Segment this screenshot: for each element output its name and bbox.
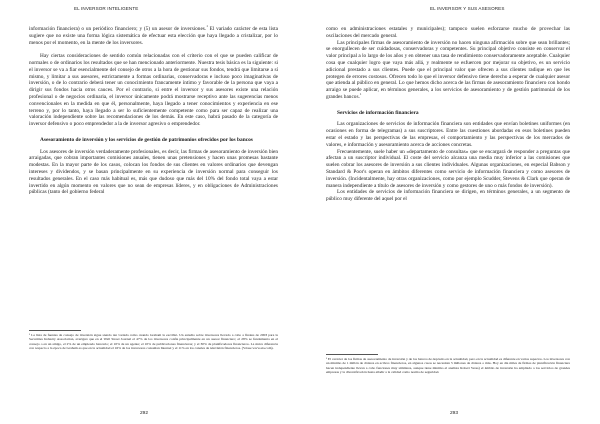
- footnote: ¹ La lista de fuentes de consejo de inversión sigue siendo tan variada como cuando Graham la escribió. Un estudio sobre inversores llevado a cabo a finales de 2003 para la Securities Industry Association, averiguó que en el Wall Street Journal el 47% de los inversores confía principalmente en un asesor financiero; el 28% se fundamenta en el consejo o en un amigo, el 2% de un empleado bancario; el 10% de un agente; el 10% de publicaciones financieras; y el 30% de planificadores financieros. La única diferencia con respecto a la época de Graham es que en la actualidad el 16% de los inversores consultan Internet y el 11% en los canales de televisión financieros. (Véase www.sia.com).: [29, 333, 278, 350]
- paragraph: Los entidades de servicios de información financiera se dirigen, en términos generales, a un segmento de público muy diferente del aquel por el: [326, 189, 570, 203]
- paragraph: Hay ciertas consideraciones de sentido común relacionadas con el criterio con el que se pueden calificar de normales o de ordinarios los resultados que se han mencionado anteriormente. Nuestra tesis básica es la siguiente: si el inversor se va a fiar esencialmente del consejo de otros a la hora de gestionar sus fondos, tendrá que limitarse a sí mismo, y limitar a sus asesores, estrictamente a formas ordinarias, conservadoras e incluso poco imaginativas de inversión, o de lo contrario deberá tener un conocimiento francamente íntimo y favorable de la persona que vaya a dirigir sus fondos hacia otros cauces. Por el contrario, si entre el inversor y sus asesores existe una relación profesional o de negocios ordinaria, el inversor únicamente podrá mostrarse receptivo ante las sugerencias menos convencionales en la medida en que él, personalmente, haya llegado a tener conocimientos y experiencia en ese terreno y, por lo tanto, haya llegado a ser lo suficientemente competente como para ser capaz de realizar una valoración independiente sobre las recomendaciones de los demás. En este caso, habrá pasado de la categoría de inversor defensivo o poco emprendedor a la de inversor agresivo o emprendedor.: [29, 53, 278, 128]
- footnote: ¹ El carácter de los firmas de asesoramiento de inversión y de los bancos de depósito en la actualidad, pero en la actualidad es diferente en varios aspectos. Los inversores con un mínimo de 1 millón de dólares en activos financieros, en algunos casos se necesitan 5 millones de dólares o más. Hoy en día miles de firmas de planificación financiera hacen independiente llevan a cabo funciones muy similares, aunque tiene mínimo el analista Robert Veres) el ámbito de inversión ha ampliado a los servicios de grandes empresas y la diversificación hasta añadir a la calidad como norma de seguridad.: [326, 357, 570, 374]
- right-page: [300, 0, 600, 424]
- paragraph: como en administraciones estatales y municipales); tampoco suelen esforzarse mucho de provechar las oscilaciones del mercado general.: [326, 26, 570, 39]
- footnote-marker: 1: [206, 24, 208, 29]
- paragraph: Los asesores de inversión verdaderamente profesionales, es decir, las firmas de asesoramiento de inversión bien arraigadas, que cobran importantes comisiones anuales, tienen unas pretensiones y hacen unas promesas bastante modestas. En la mayor parte de los casos, colocan los fondos de sus clientes en valores ordinarios que devengan intereses y dividendos, y se basan principalmente en su experiencia de inversión normal para conseguir los resultados generales. En el caso más habitual es, más que dudoso que más del 10% del fondo total vaya a estar invertido en algún momento en valores que no sean de empresas líderes, y en obligaciones de Administraciones públicas (tanto del gobierno federal: [29, 148, 278, 196]
- footnote-divider: [29, 330, 81, 331]
- page-number: 293: [450, 411, 459, 416]
- paragraph: [326, 40, 570, 101]
- footnote-marker: 1: [359, 92, 362, 97]
- paragraph: [29, 26, 278, 46]
- section-heading: Asesoramiento de inversión y los servicios de gestión de patrimonios ofrecidos por los bancos: [40, 136, 253, 143]
- running-head: EL INVERSOR Y SUS ASESORES: [430, 6, 505, 11]
- paragraph-text: información financiera) o un periódico financiero; y (5) un asesor de inversiones.: [29, 26, 207, 32]
- footnote-divider: [326, 354, 378, 355]
- paragraph: Las organizaciones de servicios de información financiera son entidades que envían boletines uniformes (en ocasiones en forma de telegramas) a sus suscriptores. Entre las cuestiones abordadas en esos boletines pueden estar el estado y las perspectivas de las empresas, el comportamiento y las perspectivas de los mercados de valores, e información y asesoramiento acerca de acciones concretas.: [326, 121, 570, 148]
- paragraph-text: Las principales firmas de asesoramiento de inversión no hacen ninguna afirmación sobre que sean brillantes; se enorgullecen de ser cuidadosas, conservadoras y competentes. Su principal objetivo consiste en conservar el valor principal a lo largo de los años y en obtener una tasa de rendimiento conservadoramente aceptable. Cualquier cosa que cualquier logro que vaya más allá, y realmente se esfuercen por mejorar su objetivo, es un servicio adicional prestado a sus clientes. Puede que el principal valor que ofrecen a sus clientes radique en que les protegen de errores costosos. Ofrecen todo lo que el inversor defensivo tiene derecho a esperar de cualquier asesor que atienda al público en general. Lo que hemos dicho acerca de las firmas de asesoramiento financiero con hondo arraigo se puede aplicar, en términos generales, a los servicios de asesoramiento y de gestión patrimonial de los grandes bancos.: [326, 39, 570, 100]
- left-body-text: [29, 26, 278, 196]
- section-heading: Servicios de información financiera: [337, 109, 419, 116]
- paragraph: Frecuentemente, suele haber un «departamento de consultas» que se encargará de responder a preguntas que afectan a un suscriptor individual. El coste del servicio alcanza una media muy inferior a las comisiones que suelen cobrar los asesores de inversión a sus clientes individuales. Algunas organizaciones, en especial Babson y Standard & Poor's operan en ámbitos diferentes como servicio de información financiera y como asesores de inversión. (Incidentalmente, hay otras organizaciones, como por ejemplo Scudder, Stevens & Clark que operan de manera independiente a título de asesores de inversión y como gestores de uno o más fondos de inversión).: [326, 148, 570, 189]
- paragraph-text: El variado carácter de esta lista sugiere que no existe una forma lógica sistemática de efectuar esta elección que haya llegado a cristalizar, por lo menos por el momento, en la mente de los inversores.: [29, 26, 279, 46]
- right-body-text: [326, 26, 570, 203]
- running-head: EL INVERSOR INTELIGENTE: [74, 6, 139, 11]
- footnotes: [326, 354, 570, 374]
- footnotes: [29, 330, 278, 350]
- page-number: 292: [140, 411, 149, 416]
